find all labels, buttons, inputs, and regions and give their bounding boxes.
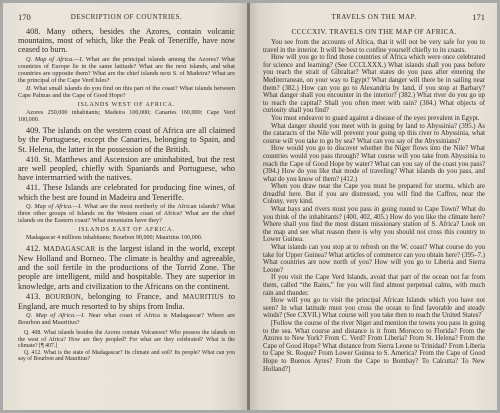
paragraph: How will you go to visit the principal African Islands which you have not seen? In what latitude must you cross the ocean to find favorable and steady winds? (See CXVII.) What course will you take then to reach the United States? — [263, 297, 485, 320]
page-number: 170 — [18, 12, 31, 22]
right-running-head — [263, 12, 485, 23]
paragraph: How would you go to discover whether the Niger flows into the Nile? What countries would you pass through? What course will you take from Abyssinia to reach the Cape of Good Hope by water? What can you say of the coast you pass? (394.) How do you like that mode of traveling? What islands do you pass, and what do you know of them? (412.) — [263, 145, 485, 183]
left-running-head — [18, 12, 235, 23]
place-name: MAURITIUS — [182, 292, 224, 301]
question-lead: Q. Map of Africa.—I. — [26, 202, 82, 210]
paragraph: You must endeavor to guard against a disease of the eyes prevalent in Egypt. — [271, 114, 480, 122]
paragraph: [Follow the course of the river Niger and mention the towns you pass in going to the sea. What course and distance is it from Morocco to Florida? From the Azores to New York? From C. Verd? From Liberia? From St. Helena? From the Cape of Good Hope? What distance from Sierra Leone to Trinidad? From Liberia to Cape St. Roque? From Lower Guinea to S. America? From the Cape of Good Hope to Buenos Ayres? From the Cape to Bombay? To Calcutta? To New Holland?] — [263, 319, 485, 373]
section-number: 410. — [26, 154, 41, 164]
question-text: What are the principal islands among the Azores? What countries of Europe lie in the same latitude? What are the next islands, and what countries are opposite them? What are the chief islands next S. of Madeira? What are the principal of the Cape Verd Isles? — [18, 55, 235, 84]
section-409 — [18, 126, 235, 154]
question-text: What small islands do you find on this part of the coast? What islands between Cape Palmas and the Cape of Good Hope? — [18, 85, 236, 100]
section-number: 411. — [26, 183, 41, 193]
section-text: is the largest island in the world, except New Holland and Borneo. The climate is healthy and agreeable, and the soil fertile in the productions of the Torrid Zone. The people are intelligent, mild and hospitable. They are superior in knowledge, arts and civilization to the Africans on the continent. — [18, 243, 235, 291]
running-head-title: DESCRIPTION OF COUNTRIES. — [70, 13, 183, 21]
question-text: Near what coast of Africa is Madagascar? Where are Bourbon and Mauritius? — [18, 312, 235, 327]
paragraph: How will you go to find those countries of Africa which were once celebrated for science and learning? (See CCCLXXX.) What islands shall you pass before you reach the strait of Gibraltar? What states do you pass after entering the Mediterranean, on your way to Egypt? What danger will there be in sailing near them? (382.) How can you go to Alexandria by land, if you stop at Barbary? What danger shall you encounter in the interior? (382.) What river do you go up to reach the capital? Shall you often meet with rain? (384.) What objects of curiosity shall you find? — [263, 54, 485, 115]
review-question: Q. 412. What is the state of Madagascar? Its climate and soil? Its people? What can you say of Bourbon and Mauritius? — [18, 349, 235, 363]
section-text: , belonging to France, and — [81, 291, 178, 301]
section-text: St. Matthews and Ascension are uninhabited, but the rest are well peopled, chiefly with Spaniards and Portuguese, who have intermarried with the natives. — [18, 154, 235, 183]
section-410 — [18, 155, 235, 183]
question-text: What are the most northerly of the African islands? What three other groups of Islands on the Western coast of Africa? What are the chief islands on the Eastern coast? What mountains have they? — [18, 202, 235, 224]
question-lead: Q. Map of Africa.—I. — [26, 312, 85, 320]
place-name: BOURBON — [45, 292, 82, 301]
population-east: Madagascar 4 millions inhabitants; Bourbon 90,000; Mauritius 100,000. — [26, 234, 203, 241]
map-question — [18, 56, 235, 84]
section-411 — [18, 183, 235, 201]
map-question — [18, 312, 235, 326]
question-lead: Q. Map of Africa.—I. — [26, 55, 84, 63]
section-heading-west: ISLANDS WEST OF AFRICA. — [77, 102, 176, 109]
section-text: These Islands are celebrated for producing fine wines, of which the best are found in Madeira and Teneriffe. — [18, 183, 235, 202]
map-question — [18, 85, 235, 99]
paragraph: When you draw near the Cape you must be prepared for storms, which are dreadful here. But if you are distressed, you will find the Caffres, near the Colony, very kind. — [263, 183, 485, 206]
question-lead: II. — [26, 85, 32, 93]
paragraph: If you visit the Cape Verd Islands, avoid that part of the ocean not far from them, called “the Rains,” for you will find almost perpetual calms, with much rain and thunder. — [263, 274, 485, 297]
section-number: 408. — [26, 27, 41, 36]
paragraph: What bays and rivers must you pass in going round to Cape Town? What do you think of the inhabitants? (400, 402, 405.) How do you like the climate here? Where shall you find the most distant missionary station of S. Africa? Look on the map and see what reason there is why you should not cross this country to Lower Guinea. — [263, 206, 485, 244]
section-number: 409. — [26, 126, 41, 136]
running-head-title: TRAVELS ON THE MAP. — [331, 13, 417, 21]
section-text: Many others, besides the Azores, contain volcanic mountains, most of which, like the Peak of Teneriffe, have now ceased to burn. — [18, 27, 235, 55]
paragraph: What islands can you stop at to refresh on the W. coast? What course do you take for Upper Guinea? What articles of commerce can you obtain here? (395–7.) What countries are now north of you? How will you go to Liberia and Sierra Leone? — [263, 244, 485, 274]
left-page — [3, 3, 247, 410]
section-title: CCCCXIV. TRAVELS ON THE MAP OF AFRICA. — [291, 27, 457, 36]
paragraph: You see from the accounts of Africa, that it will not be very safe for you to travel in the interior. It will be best to confine yourself chiefly to its coasts. — [263, 39, 485, 54]
section-413 — [18, 292, 235, 311]
population-west: Azores 250,000 inhabitants; Madeira 100,000; Canaries 160,000; Cape Verd 100,000. — [18, 110, 235, 124]
section-text: The islands on the western coast of Africa are all claimed by the Portuguese, except the Canaries, belonging to Spain, and St. Helena, the latter in the possession of the British. — [18, 126, 235, 154]
right-page — [250, 3, 497, 410]
place-name: MADAGASCAR — [43, 244, 96, 253]
section-number: 413. — [26, 291, 41, 301]
section-number: 412. — [26, 243, 41, 253]
map-question — [18, 203, 235, 224]
section-408 — [18, 27, 235, 55]
section-412 — [18, 244, 235, 291]
section-text: to England, are much resorted to by ships from India. — [18, 291, 236, 311]
page-number: 171 — [472, 12, 485, 22]
section-heading-east: ISLANDS EAST OF AFRICA. — [78, 226, 175, 233]
paragraph: What danger should you meet with in going by land to Abyssinia? (395.) As the cataracts of the Nile will prevent your going up this river to Abyssinia, what course will you take to go by sea? What can you say of the Abyssinians? — [263, 122, 485, 145]
review-questions — [18, 330, 235, 363]
review-question: Q. 408. What islands besides the Azores contain Volcanoes? Who possess the islands on the west of Africa? How are they peopled? For what are they celebrated? What is the climate? [¶ 407.] — [18, 330, 235, 350]
